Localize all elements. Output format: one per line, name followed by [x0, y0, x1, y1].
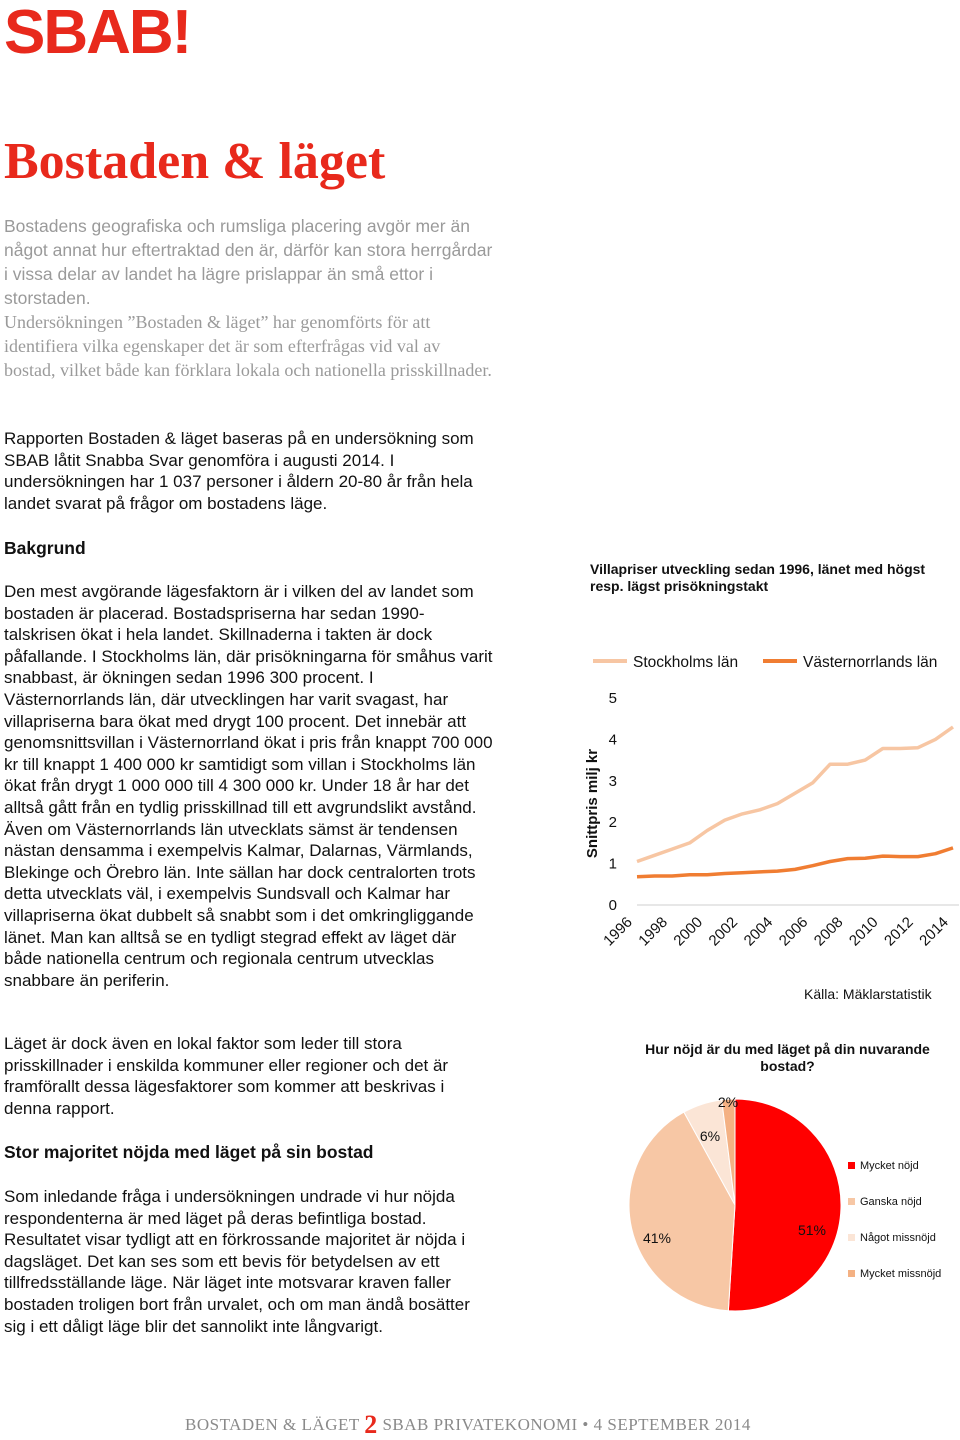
legend-label: Mycket nöjd [860, 1160, 919, 1172]
y-tick-label: 1 [608, 855, 617, 873]
pie-data-label: 6% [699, 1128, 721, 1144]
x-tick-label: 1998 [635, 913, 671, 950]
x-tick-label: 2000 [670, 913, 707, 950]
series-line-0 [637, 727, 953, 862]
ingress-paragraph-1: Bostadens geografiska och rumsliga placering avgör mer än något annat hur eftertraktad den är, därför kan stora herrgårdar i vissa delar av landet ha lägre prislappar än små ettor i storstaden. [4, 216, 493, 308]
footer [185, 1410, 751, 1440]
legend-swatch [848, 1234, 855, 1241]
y-tick-label: 3 [608, 772, 617, 790]
pie-legend-item [848, 1268, 941, 1280]
footer-publication: SBAB PRIVATEKONOMI • 4 SEPTEMBER 2014 [382, 1415, 751, 1434]
y-tick-label: 0 [608, 897, 617, 914]
line-chart-axes [584, 690, 959, 949]
legend-label: Något missnöjd [860, 1232, 936, 1244]
pie-data-label: 51% [797, 1222, 827, 1238]
pie-slice [728, 1099, 841, 1311]
pie-data-label: 41% [642, 1230, 672, 1246]
x-tick-label: 2002 [705, 913, 742, 950]
x-tick-label: 2014 [916, 913, 952, 950]
page-title: Bostaden & läget [4, 133, 386, 190]
pie-data-label: 2% [717, 1094, 739, 1110]
legend-label: Ganska nöjd [860, 1196, 922, 1208]
section-text-nojda: Som inledande fråga i undersökningen undrade vi hur nöjda respondenterna är med läget på deras befintliga bostad. Resultatet visar tydligt att en förkrossande majoritet är nöjda i dagsläget. Det kan ses som ett bevis för betydelsen av ett tillfredsställande läge. När läget inte motsvarar kraven faller bostaden troligen bort från urvalet, och om man ändå bosätter sig i ett dåligt läge blir det sannolikt inte långvarigt. [4, 1187, 470, 1336]
y-axis-label: Snittpris milj kr [584, 748, 601, 859]
x-tick-label: 2006 [775, 913, 812, 950]
x-tick-label: 1996 [600, 913, 636, 950]
pie-legend-item [848, 1160, 919, 1172]
page-number: 2 [364, 1410, 378, 1439]
legend-label: Västernorrlands län [803, 654, 938, 671]
x-tick-label: 2008 [810, 913, 847, 950]
line-chart-source: Källa: Mäklarstatistik [804, 986, 932, 1002]
x-tick-label: 2012 [881, 913, 917, 950]
pie-legend-item [848, 1196, 922, 1208]
x-tick-label: 2004 [740, 913, 777, 950]
legend-swatch [848, 1198, 855, 1205]
section-heading-bakgrund: Bakgrund [4, 538, 86, 558]
footer-section: BOSTADEN & LÄGET [185, 1415, 360, 1434]
intro-paragraph: Rapporten Bostaden & läget baseras på en undersökning som SBAB låtit Snabba Svar genomföra i augusti 2014. I undersökningen har 1 037 personer i åldern 20-80 år från hela landet svarat på frågor om bostadens läge. [4, 429, 474, 513]
legend-swatch [848, 1270, 855, 1277]
pie-legend-item [848, 1232, 936, 1244]
sbab-logo: SBAB! [4, 0, 191, 67]
legend-swatch [848, 1162, 855, 1169]
line-chart-series [637, 727, 953, 877]
x-tick-label: 2010 [845, 913, 882, 950]
y-tick-label: 5 [608, 690, 617, 707]
legend-label: Stockholms län [633, 654, 739, 671]
pie-chart [600, 1085, 960, 1345]
section-text-laget: Läget är dock även en lokal faktor som leder till stora prisskillnader i enskilda kommuner eller regioner och det är framförallt dessa lägesfaktorer som kommer att beskrivas i denna rapport. [4, 1034, 449, 1118]
line-chart-title: Villapriser utveckling sedan 1996, länet med högst resp. lägst prisökningstakt [590, 561, 926, 594]
section-text-bakgrund: Den mest avgörande lägesfaktorn är i vilken del av landet som bostaden är placerad. Bostadspriserna har sedan 1990-talskrisen ökat i hela landet. Skillnaderna i takten är dock påfallande. I Stockholms län, där prisökningarna för småhus varit snabbast, är ökningen sedan 1996 300 procent. I Västernorrlands län, där utvecklingen har varit svagast, har villapriserna bara ökat med drygt 100 procent. Det innebär att genomsnittsvillan i Västernorrland ökat i pris från knappt 700 000 kr till knappt 1 400 000 kr samtidigt som villan i Stockholms län ökat från drygt 1 000 000 till 4 300 000 kr. Under 18 år har det alltså gått från en tydlig prisskillnad till ett avgrundslikt avstånd. Även om Västernorrlands län utvecklats sämst är tendensen nästan densamma i exempelvis Kalmar, Dalarnas, Värmlands, Blekinge och Örebro län. Inte sällan har dock centralorten trots detta utvecklats väl, i exempelvis Sundsvall och Kalmar har villapriserna ökat dubbelt så snabbt som i det omkringliggande länet. Man kan alltså se en tydligt stegrad effekt av läget där både nationella centrum och regionala centrum utvecklas snabbare än periferin. [4, 582, 493, 990]
line-chart-legend [593, 654, 937, 671]
legend-label: Mycket missnöjd [860, 1268, 942, 1280]
line-chart [575, 640, 960, 980]
pie-slices [629, 1099, 841, 1311]
y-tick-label: 4 [608, 731, 617, 749]
ingress [4, 214, 496, 382]
pie-chart-title: Hur nöjd är du med läget på din nuvarande bostad? [645, 1041, 930, 1074]
series-line-1 [637, 848, 953, 877]
section-heading-nojda: Stor majoritet nöjda med läget på sin bostad [4, 1142, 374, 1162]
ingress-paragraph-2: Undersökningen ”Bostaden & läget” har genomförts för att identifiera vilka egenskaper det är som efterfrågas vid val av bostad, vilket både kan förklara lokala och nationella prisskillnader. [4, 312, 492, 380]
y-tick-label: 2 [608, 814, 617, 832]
